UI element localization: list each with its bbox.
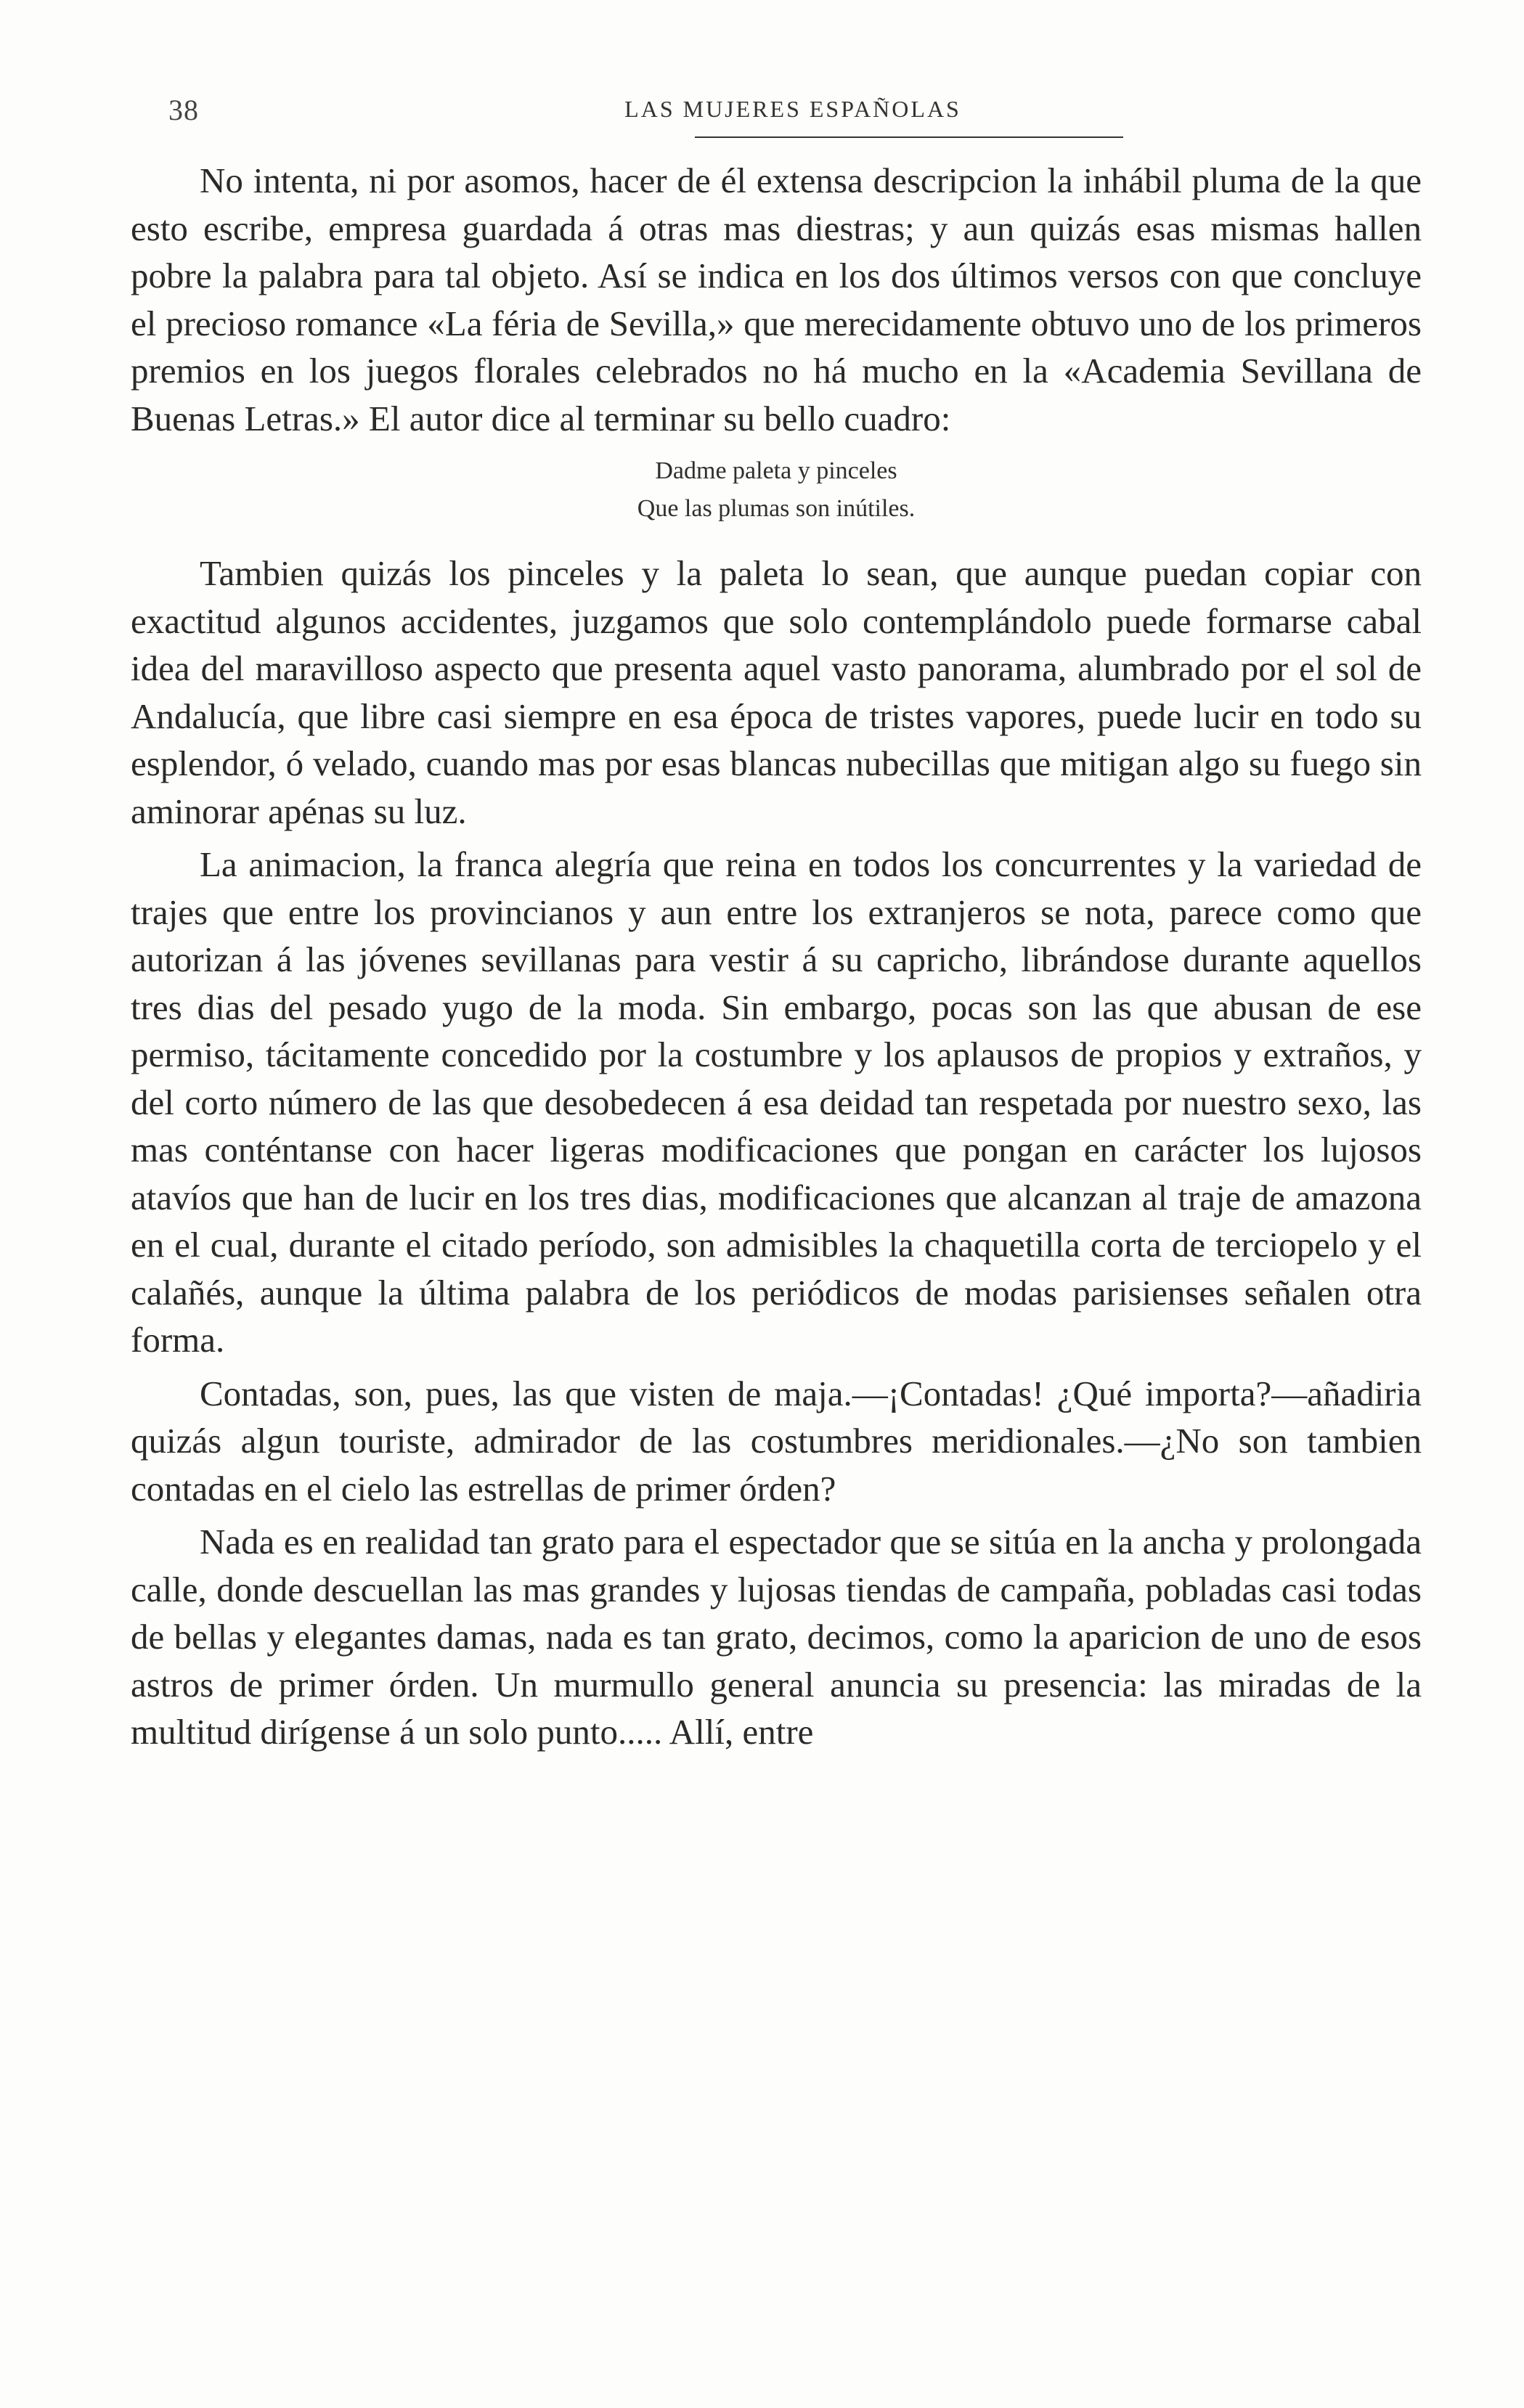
header-rule: [695, 136, 1123, 138]
page-number: 38: [168, 94, 199, 126]
page-header: [168, 86, 1417, 136]
paragraph-3: La animacion, la franca alegría que reina en todos los concurrentes y la variedad de trajes que entre los provincianos y aun entre los extranjeros se nota, parece como que autorizan á las jóvenes sevillanas para vestir á su capricho, librándose durante aquellos tres dias del pesado yugo de la moda. Sin embargo, pocas son las que abusan de ese permiso, tácitamente concedido por la costumbre y los aplausos de propios y extraños, y del corto número de las que desobedecen á esa deidad tan respetada por nuestro sexo, las mas conténtanse con hacer ligeras modificaciones que pongan en carácter los lujosos atavíos que han de lucir en los tres dias, modificaciones que alcanzan al traje de amazona en el cual, durante el citado período, son admisibles la chaquetilla corta de terciopelo y el calañés, aunque la última palabra de los periódicos de modas parisienses señalen otra forma.: [131, 844, 1422, 1360]
paragraph-4: Contadas, son, pues, las que visten de maja.—¡Contadas! ¿Qué importa?—añadiria quizás algun touriste, admirador de las costumbres meridionales.—¿No son tambien contadas en el cielo las estrellas de primer órden?: [131, 1373, 1422, 1509]
verse-line-1: Dadme paleta y pinceles: [655, 457, 897, 484]
paragraph-1: No intenta, ni por asomos, hacer de él extensa descripcion la inhábil pluma de la que esto escribe, empresa guardada á otras mas diestras; y aun quizás esas mismas hallen pobre la palabra para tal objeto. Así se indica en los dos últimos versos con que concluye el precioso romance «La féria de Sevilla,» que merecidamente obtuvo uno de los primeros premios en los juegos florales celebrados no há mucho en la «Academia Sevillana de Buenas Letras.» El autor dice al terminar su bello cuadro:: [131, 160, 1422, 438]
paragraph-5: Nada es en realidad tan grato para el espectador que se sitúa en la ancha y prolongada calle, donde descuellan las mas grandes y lujosas tiendas de campaña, pobladas casi todas de bellas y elegantes damas, nada es tan grato, decimos, como la aparicion de uno de esos astros de primer órden. Un murmullo general anuncia su presencia: las miradas de la multitud dirígense á un solo punto..... Allí, entre: [131, 1522, 1422, 1752]
paragraph-2: Tambien quizás los pinceles y la paleta lo sean, que aunque puedan copiar con exactitud algunos accidentes, juzgamos que solo contemplándolo puede formarse cabal idea del maravilloso aspecto que presenta aquel vasto panorama, alumbrado por el sol de Andalucía, que libre casi siempre en esa época de tristes vapores, puede lucir en todo su esplendor, ó velado, cuando mas por esas blancas nubecillas que mitigan algo su fuego sin aminorar apénas su luz.: [131, 553, 1422, 831]
verse-line-2: Que las plumas son inútiles.: [637, 495, 916, 522]
running-title: LAS MUJERES ESPAÑOLAS: [624, 96, 961, 122]
verse-quotation: [131, 442, 1422, 550]
body-text: [131, 157, 1422, 1756]
